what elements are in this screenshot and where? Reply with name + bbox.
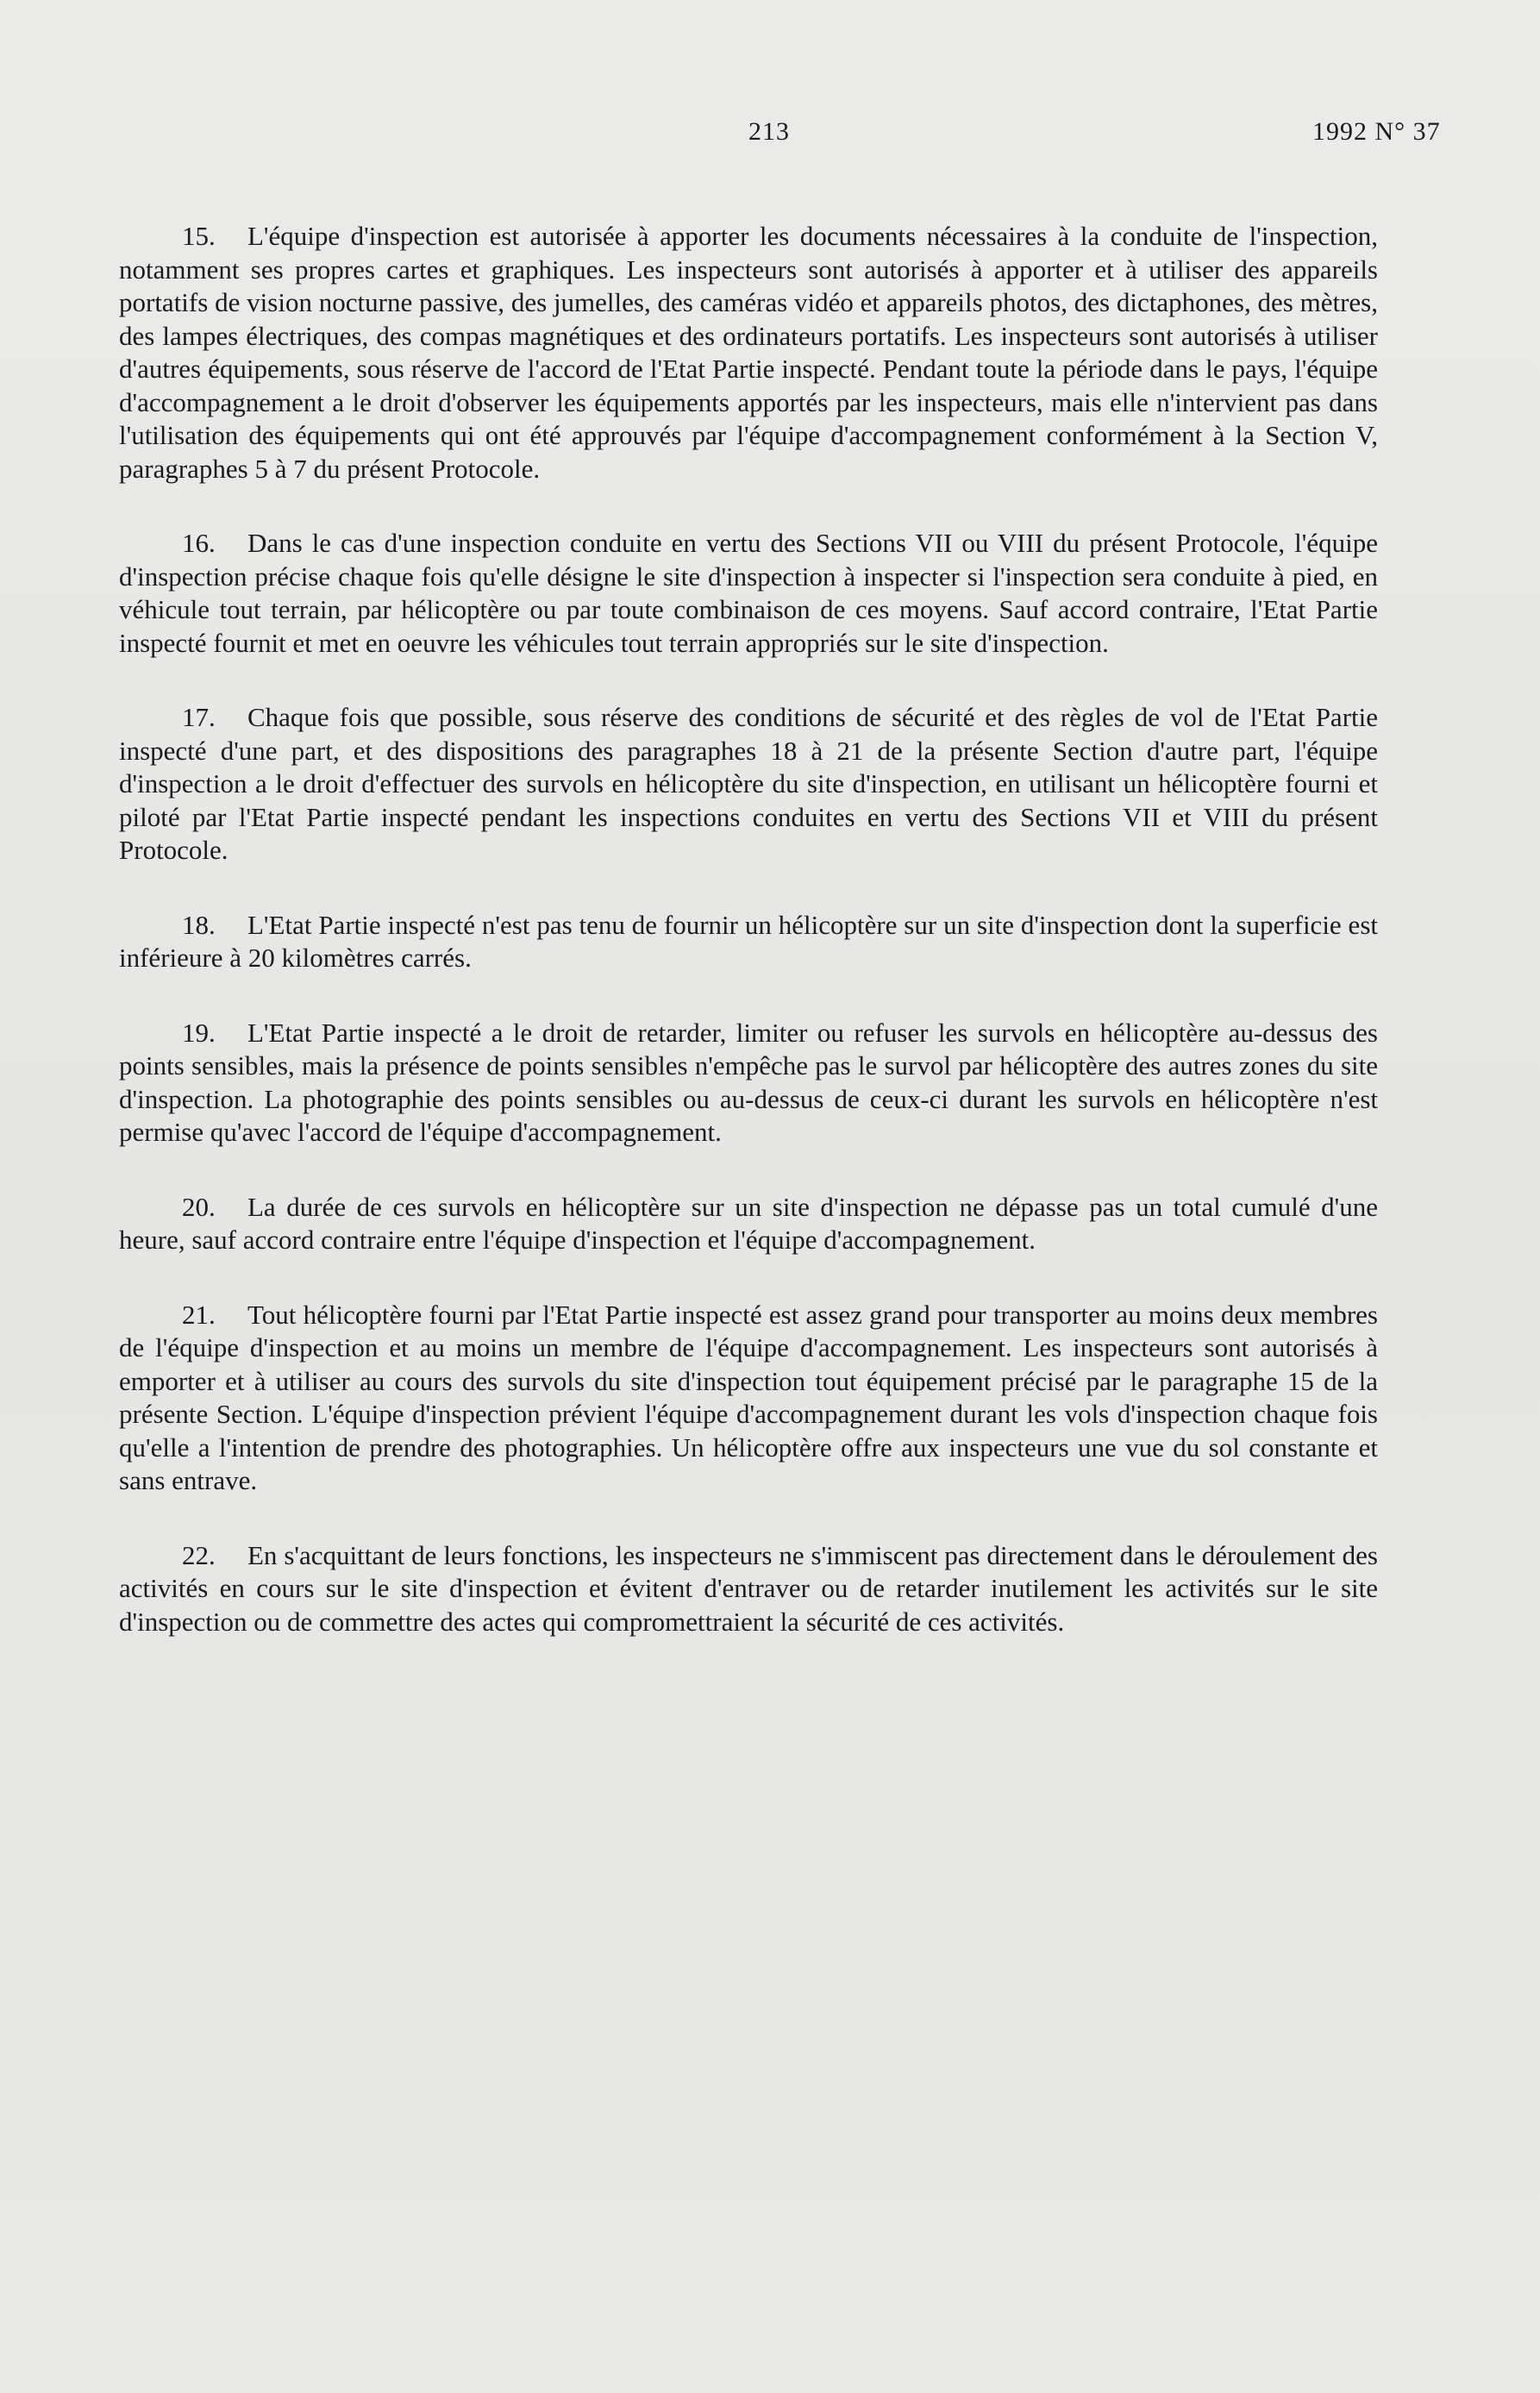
paragraph-17 — [119, 701, 1378, 868]
paragraph-number: 22. — [182, 1539, 216, 1570]
paragraph-number: 17. — [182, 702, 216, 732]
paragraph-number: 15. — [182, 221, 216, 251]
paragraph-number: 18. — [182, 909, 216, 940]
paragraph-16 — [119, 527, 1378, 660]
paragraph-text: En s'acquittant de leurs fonctions, les inspecteurs ne s'immiscent pas directement dans le déroulement des activités en cours sur le site d'inspection et évitent d'entraver ou de retarder inutilement les activités sur le site d'inspection ou de commettre des actes qui compromettraient la sécurité de ces activités. — [119, 1539, 1378, 1637]
document-body — [119, 220, 1378, 1680]
document-reference: 1992 N° 37 — [1312, 117, 1441, 146]
paragraph-20 — [119, 1191, 1378, 1257]
paragraph-number: 21. — [182, 1299, 216, 1330]
paragraph-text: L'équipe d'inspection est autorisée à apporter les documents nécessaires à la conduite de l'inspection, notamment ses propres cartes et graphiques. Les inspecteurs sont autorisés à apporter et à utiliser des appareils portatifs de vision nocturne passive, des jumelles, des caméras vidéo et appareils photos, des dictaphones, des mètres, des lampes électriques, des compas magnétiques et des ordinateurs portatifs. Les inspecteurs sont autorisés à utiliser d'autres équipements, sous réserve de l'accord de l'Etat Partie inspecté. Pendant toute la période dans le pays, l'équipe d'accompagnement a le droit d'observer les équipements apportés par les inspecteurs, mais elle n'intervient pas dans l'utilisation des équipements qui ont été approuvés par l'équipe d'accompagnement conformément à la Section V, paragraphes 5 à 7 du présent Protocole. — [119, 221, 1378, 484]
paragraph-text: Chaque fois que possible, sous réserve des conditions de sécurité et des règles de vol de l'Etat Partie inspecté d'une part, et des dispositions des paragraphes 18 à 21 de la présente Section d'autre part, l'équipe d'inspection a le droit d'effectuer des survols en hélicoptère du site d'inspection, en utilisant un hélicoptère fourni et piloté par l'Etat Partie inspecté pendant les inspections conduites en vertu des Sections VII et VIII du présent Protocole. — [119, 702, 1378, 865]
paragraph-text: La durée de ces survols en hélicoptère sur un site d'inspection ne dépasse pas un total cumulé d'une heure, sauf accord contraire entre l'équipe d'inspection et l'équipe d'accompagnement. — [119, 1191, 1378, 1255]
paragraph-21 — [119, 1299, 1378, 1498]
paragraph-text: L'Etat Partie inspecté a le droit de retarder, limiter ou refuser les survols en hélicoptère au-dessus des points sensibles, mais la présence de points sensibles n'empêche pas le survol par hélicoptère des autres zones du site d'inspection. La photographie des points sensibles ou au-dessus de ceux-ci durant les survols en hélicoptère n'est permise qu'avec l'accord de l'équipe d'accompagnement. — [119, 1017, 1378, 1147]
paragraph-text: Dans le cas d'une inspection conduite en vertu des Sections VII ou VIII du présent Protocole, l'équipe d'inspection précise chaque fois qu'elle désigne le site d'inspection à inspecter si l'inspection sera conduite à pied, en véhicule tout terrain, par hélicoptère ou par toute combinaison de ces moyens. Sauf accord contraire, l'Etat Partie inspecté fournit et met en oeuvre les véhicules tout terrain appropriés sur le site d'inspection. — [119, 528, 1378, 658]
paragraph-text: L'Etat Partie inspecté n'est pas tenu de fournir un hélicoptère sur un site d'inspection dont la superficie est inférieure à 20 kilomètres carrés. — [119, 909, 1378, 973]
paragraph-number: 19. — [182, 1017, 216, 1048]
paragraph-15 — [119, 220, 1378, 485]
page-number: 213 — [748, 117, 790, 146]
paragraph-number: 20. — [182, 1191, 216, 1222]
paragraph-22 — [119, 1539, 1378, 1639]
paragraph-text: Tout hélicoptère fourni par l'Etat Partie inspecté est assez grand pour transporter au moins deux membres de l'équipe d'inspection et au moins un membre de l'équipe d'accompagnement. Les inspecteurs sont autorisés à emporter et à utiliser au cours des survols du site d'inspection tout équipement précisé par le paragraphe 15 de la présente Section. L'équipe d'inspection prévient l'équipe d'accompagnement durant les vols d'inspection chaque fois qu'elle a l'intention de prendre des photographies. Un hélicoptère offre aux inspecteurs une vue du sol constante et sans entrave. — [119, 1299, 1378, 1495]
paragraph-18 — [119, 909, 1378, 975]
paragraph-19 — [119, 1017, 1378, 1150]
paragraph-number: 16. — [182, 528, 216, 558]
